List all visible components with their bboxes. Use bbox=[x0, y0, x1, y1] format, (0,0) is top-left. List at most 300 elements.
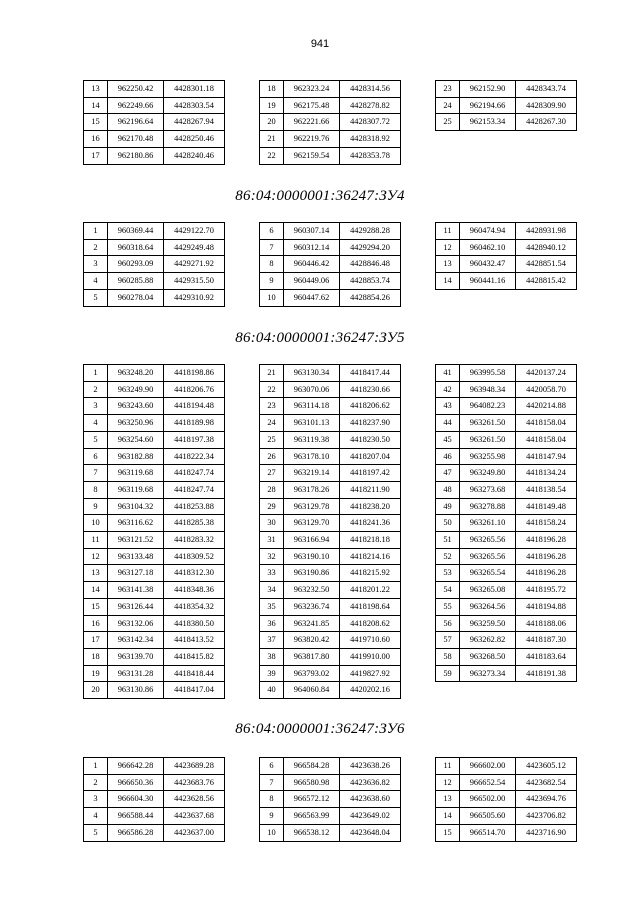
y-coordinate-cell: 4428940.12 bbox=[516, 239, 577, 256]
x-coordinate-cell: 963142.34 bbox=[108, 632, 164, 649]
point-number-cell: 22 bbox=[260, 381, 284, 398]
x-coordinate-cell: 963255.98 bbox=[460, 448, 516, 465]
point-number-cell: 13 bbox=[84, 81, 108, 98]
y-coordinate-cell: 4418253.88 bbox=[164, 498, 225, 515]
point-number-cell: 9 bbox=[260, 273, 284, 290]
table-row bbox=[260, 81, 401, 98]
y-coordinate-cell: 4418188.06 bbox=[516, 615, 577, 632]
y-coordinate-cell: 4418348.36 bbox=[164, 582, 225, 599]
table-row bbox=[260, 147, 401, 164]
y-coordinate-cell: 4419710.60 bbox=[340, 632, 401, 649]
point-number-cell: 6 bbox=[260, 223, 284, 240]
x-coordinate-cell: 966502.00 bbox=[460, 791, 516, 808]
y-coordinate-cell: 4428854.26 bbox=[340, 289, 401, 306]
table-row bbox=[260, 532, 401, 549]
point-number-cell: 5 bbox=[84, 431, 108, 448]
x-coordinate-cell: 962170.48 bbox=[108, 131, 164, 148]
x-coordinate-cell: 963261.50 bbox=[460, 415, 516, 432]
point-number-cell: 7 bbox=[84, 465, 108, 482]
y-coordinate-cell: 4418194.48 bbox=[164, 398, 225, 415]
coordinate-table bbox=[259, 222, 401, 307]
point-number-cell: 31 bbox=[260, 532, 284, 549]
y-coordinate-cell: 4418158.04 bbox=[516, 415, 577, 432]
x-coordinate-cell: 966505.60 bbox=[460, 808, 516, 825]
x-coordinate-cell: 962196.64 bbox=[108, 114, 164, 131]
x-coordinate-cell: 963264.56 bbox=[460, 598, 516, 615]
point-number-cell: 16 bbox=[84, 131, 108, 148]
y-coordinate-cell: 4428301.18 bbox=[164, 81, 225, 98]
table-row bbox=[84, 415, 225, 432]
x-coordinate-cell: 963190.10 bbox=[284, 548, 340, 565]
point-number-cell: 2 bbox=[84, 381, 108, 398]
point-number-cell: 40 bbox=[260, 682, 284, 699]
point-number-cell: 49 bbox=[436, 498, 460, 515]
x-coordinate-cell: 960441.16 bbox=[460, 273, 516, 290]
point-number-cell: 20 bbox=[260, 114, 284, 131]
x-coordinate-cell: 960432.47 bbox=[460, 256, 516, 273]
x-coordinate-cell: 963141.38 bbox=[108, 582, 164, 599]
table-row bbox=[260, 465, 401, 482]
point-number-cell: 45 bbox=[436, 431, 460, 448]
point-number-cell: 3 bbox=[84, 256, 108, 273]
point-number-cell: 5 bbox=[84, 824, 108, 841]
point-number-cell: 17 bbox=[84, 147, 108, 164]
point-number-cell: 9 bbox=[260, 808, 284, 825]
table-row bbox=[84, 791, 225, 808]
table-row bbox=[436, 431, 577, 448]
point-number-cell: 59 bbox=[436, 665, 460, 682]
point-number-cell: 38 bbox=[260, 648, 284, 665]
table-row bbox=[84, 582, 225, 599]
section-title: 86:04:0000001:36247:ЗУ5 bbox=[235, 330, 405, 346]
y-coordinate-cell: 4418194.88 bbox=[516, 598, 577, 615]
point-number-cell: 23 bbox=[436, 81, 460, 98]
point-number-cell: 9 bbox=[84, 498, 108, 515]
y-coordinate-cell: 4418238.20 bbox=[340, 498, 401, 515]
point-number-cell: 3 bbox=[84, 398, 108, 415]
table-row bbox=[436, 415, 577, 432]
x-coordinate-cell: 962159.54 bbox=[284, 147, 340, 164]
table-row bbox=[84, 824, 225, 841]
y-coordinate-cell: 4418147.94 bbox=[516, 448, 577, 465]
x-coordinate-cell: 963232.50 bbox=[284, 582, 340, 599]
table-row bbox=[84, 289, 225, 306]
point-number-cell: 46 bbox=[436, 448, 460, 465]
y-coordinate-cell: 4418206.62 bbox=[340, 398, 401, 415]
y-coordinate-cell: 4418285.38 bbox=[164, 515, 225, 532]
table-row bbox=[260, 415, 401, 432]
x-coordinate-cell: 962194.66 bbox=[460, 97, 516, 114]
y-coordinate-cell: 4428303.54 bbox=[164, 97, 225, 114]
point-number-cell: 43 bbox=[436, 398, 460, 415]
y-coordinate-cell: 4429122.70 bbox=[164, 223, 225, 240]
point-number-cell: 13 bbox=[436, 256, 460, 273]
y-coordinate-cell: 4418207.04 bbox=[340, 448, 401, 465]
x-coordinate-cell: 962153.34 bbox=[460, 114, 516, 131]
point-number-cell: 57 bbox=[436, 632, 460, 649]
y-coordinate-cell: 4418196.28 bbox=[516, 548, 577, 565]
y-coordinate-cell: 4418230.50 bbox=[340, 431, 401, 448]
x-coordinate-cell: 960278.04 bbox=[108, 289, 164, 306]
x-coordinate-cell: 964082.23 bbox=[460, 398, 516, 415]
point-number-cell: 18 bbox=[84, 648, 108, 665]
x-coordinate-cell: 963166.94 bbox=[284, 532, 340, 549]
x-coordinate-cell: 963248.20 bbox=[108, 365, 164, 382]
y-coordinate-cell: 4418134.24 bbox=[516, 465, 577, 482]
y-coordinate-cell: 4429249.48 bbox=[164, 239, 225, 256]
y-coordinate-cell: 4428309.90 bbox=[516, 97, 577, 114]
point-number-cell: 6 bbox=[260, 758, 284, 775]
y-coordinate-cell: 4418309.52 bbox=[164, 548, 225, 565]
y-coordinate-cell: 4418196.28 bbox=[516, 565, 577, 582]
x-coordinate-cell: 963131.28 bbox=[108, 665, 164, 682]
coordinate-table bbox=[435, 757, 577, 842]
y-coordinate-cell: 4420214.88 bbox=[516, 398, 577, 415]
y-coordinate-cell: 4418187.30 bbox=[516, 632, 577, 649]
table-row bbox=[84, 114, 225, 131]
y-coordinate-cell: 4428314.56 bbox=[340, 81, 401, 98]
table-row bbox=[436, 548, 577, 565]
point-number-cell: 44 bbox=[436, 415, 460, 432]
y-coordinate-cell: 4418354.32 bbox=[164, 598, 225, 615]
x-coordinate-cell: 963130.34 bbox=[284, 365, 340, 382]
x-coordinate-cell: 963250.96 bbox=[108, 415, 164, 432]
table-row bbox=[260, 289, 401, 306]
x-coordinate-cell: 960446.42 bbox=[284, 256, 340, 273]
coordinate-table bbox=[435, 222, 577, 290]
x-coordinate-cell: 963268.50 bbox=[460, 648, 516, 665]
x-coordinate-cell: 963129.78 bbox=[284, 498, 340, 515]
table-row bbox=[436, 465, 577, 482]
y-coordinate-cell: 4428240.46 bbox=[164, 147, 225, 164]
x-coordinate-cell: 963817.80 bbox=[284, 648, 340, 665]
x-coordinate-cell: 963130.86 bbox=[108, 682, 164, 699]
x-coordinate-cell: 963243.60 bbox=[108, 398, 164, 415]
table-row bbox=[84, 682, 225, 699]
point-number-cell: 13 bbox=[84, 565, 108, 582]
x-coordinate-cell: 963129.70 bbox=[284, 515, 340, 532]
table-row bbox=[436, 481, 577, 498]
y-coordinate-cell: 4428815.42 bbox=[516, 273, 577, 290]
y-coordinate-cell: 4418211.90 bbox=[340, 481, 401, 498]
y-coordinate-cell: 4418241.36 bbox=[340, 515, 401, 532]
table-row bbox=[84, 365, 225, 382]
y-coordinate-cell: 4418208.62 bbox=[340, 615, 401, 632]
x-coordinate-cell: 963820.42 bbox=[284, 632, 340, 649]
y-coordinate-cell: 4428931.98 bbox=[516, 223, 577, 240]
x-coordinate-cell: 960447.62 bbox=[284, 289, 340, 306]
coordinate-table bbox=[435, 364, 577, 682]
point-number-cell: 10 bbox=[260, 824, 284, 841]
table-row bbox=[84, 131, 225, 148]
table-row bbox=[84, 758, 225, 775]
y-coordinate-cell: 4423683.76 bbox=[164, 774, 225, 791]
y-coordinate-cell: 4419827.92 bbox=[340, 665, 401, 682]
point-number-cell: 14 bbox=[436, 808, 460, 825]
point-number-cell: 21 bbox=[260, 131, 284, 148]
table-row bbox=[436, 615, 577, 632]
point-number-cell: 11 bbox=[436, 223, 460, 240]
x-coordinate-cell: 962219.76 bbox=[284, 131, 340, 148]
point-number-cell: 48 bbox=[436, 481, 460, 498]
x-coordinate-cell: 966586.28 bbox=[108, 824, 164, 841]
x-coordinate-cell: 966602.00 bbox=[460, 758, 516, 775]
point-number-cell: 8 bbox=[260, 791, 284, 808]
y-coordinate-cell: 4418312.30 bbox=[164, 565, 225, 582]
y-coordinate-cell: 4429315.50 bbox=[164, 273, 225, 290]
x-coordinate-cell: 960293.09 bbox=[108, 256, 164, 273]
table-row bbox=[436, 273, 577, 290]
x-coordinate-cell: 962175.48 bbox=[284, 97, 340, 114]
table-row bbox=[260, 498, 401, 515]
y-coordinate-cell: 4418222.34 bbox=[164, 448, 225, 465]
point-number-cell: 32 bbox=[260, 548, 284, 565]
x-coordinate-cell: 963265.56 bbox=[460, 532, 516, 549]
y-coordinate-cell: 4428307.72 bbox=[340, 114, 401, 131]
coordinate-table bbox=[83, 80, 225, 165]
point-number-cell: 50 bbox=[436, 515, 460, 532]
x-coordinate-cell: 966604.30 bbox=[108, 791, 164, 808]
point-number-cell: 6 bbox=[84, 448, 108, 465]
x-coordinate-cell: 960474.94 bbox=[460, 223, 516, 240]
table-row bbox=[260, 481, 401, 498]
y-coordinate-cell: 4423637.68 bbox=[164, 808, 225, 825]
point-number-cell: 16 bbox=[84, 615, 108, 632]
point-number-cell: 29 bbox=[260, 498, 284, 515]
table-row bbox=[84, 648, 225, 665]
table-row bbox=[260, 114, 401, 131]
table-row bbox=[436, 532, 577, 549]
y-coordinate-cell: 4423638.26 bbox=[340, 758, 401, 775]
table-row bbox=[436, 256, 577, 273]
x-coordinate-cell: 963133.48 bbox=[108, 548, 164, 565]
x-coordinate-cell: 963273.34 bbox=[460, 665, 516, 682]
table-row bbox=[260, 632, 401, 649]
x-coordinate-cell: 962249.66 bbox=[108, 97, 164, 114]
point-number-cell: 7 bbox=[260, 239, 284, 256]
point-number-cell: 3 bbox=[84, 791, 108, 808]
y-coordinate-cell: 4418206.76 bbox=[164, 381, 225, 398]
y-coordinate-cell: 4423716.90 bbox=[516, 824, 577, 841]
table-row bbox=[436, 223, 577, 240]
coordinate-table bbox=[83, 364, 225, 699]
point-number-cell: 30 bbox=[260, 515, 284, 532]
point-number-cell: 4 bbox=[84, 808, 108, 825]
x-coordinate-cell: 962323.24 bbox=[284, 81, 340, 98]
point-number-cell: 5 bbox=[84, 289, 108, 306]
y-coordinate-cell: 4423636.82 bbox=[340, 774, 401, 791]
table-row bbox=[436, 758, 577, 775]
point-number-cell: 26 bbox=[260, 448, 284, 465]
x-coordinate-cell: 963119.68 bbox=[108, 465, 164, 482]
x-coordinate-cell: 963139.70 bbox=[108, 648, 164, 665]
table-row bbox=[84, 223, 225, 240]
y-coordinate-cell: 4418413.52 bbox=[164, 632, 225, 649]
table-row bbox=[84, 774, 225, 791]
x-coordinate-cell: 963121.52 bbox=[108, 532, 164, 549]
section-title: 86:04:0000001:36247:ЗУ6 bbox=[235, 721, 405, 737]
x-coordinate-cell: 963178.10 bbox=[284, 448, 340, 465]
table-row bbox=[436, 114, 577, 131]
y-coordinate-cell: 4423682.54 bbox=[516, 774, 577, 791]
x-coordinate-cell: 963265.56 bbox=[460, 548, 516, 565]
point-number-cell: 19 bbox=[84, 665, 108, 682]
point-number-cell: 4 bbox=[84, 415, 108, 432]
table-row bbox=[260, 97, 401, 114]
table-row bbox=[436, 648, 577, 665]
point-number-cell: 2 bbox=[84, 239, 108, 256]
x-coordinate-cell: 963261.10 bbox=[460, 515, 516, 532]
y-coordinate-cell: 4423649.02 bbox=[340, 808, 401, 825]
point-number-cell: 34 bbox=[260, 582, 284, 599]
x-coordinate-cell: 966652.54 bbox=[460, 774, 516, 791]
point-number-cell: 15 bbox=[84, 114, 108, 131]
point-number-cell: 1 bbox=[84, 365, 108, 382]
table-row bbox=[260, 239, 401, 256]
x-coordinate-cell: 963793.02 bbox=[284, 665, 340, 682]
point-number-cell: 55 bbox=[436, 598, 460, 615]
x-coordinate-cell: 963070.06 bbox=[284, 381, 340, 398]
x-coordinate-cell: 963236.74 bbox=[284, 598, 340, 615]
point-number-cell: 12 bbox=[436, 239, 460, 256]
x-coordinate-cell: 963132.06 bbox=[108, 615, 164, 632]
y-coordinate-cell: 4420202.16 bbox=[340, 682, 401, 699]
y-coordinate-cell: 4418215.92 bbox=[340, 565, 401, 582]
table-row bbox=[436, 448, 577, 465]
point-number-cell: 4 bbox=[84, 273, 108, 290]
table-row bbox=[436, 97, 577, 114]
table-row bbox=[260, 565, 401, 582]
point-number-cell: 33 bbox=[260, 565, 284, 582]
x-coordinate-cell: 963261.50 bbox=[460, 431, 516, 448]
y-coordinate-cell: 4418247.74 bbox=[164, 481, 225, 498]
table-row bbox=[260, 791, 401, 808]
y-coordinate-cell: 4428853.74 bbox=[340, 273, 401, 290]
y-coordinate-cell: 4428267.94 bbox=[164, 114, 225, 131]
y-coordinate-cell: 4429288.28 bbox=[340, 223, 401, 240]
table-row bbox=[260, 682, 401, 699]
table-row bbox=[260, 448, 401, 465]
point-number-cell: 7 bbox=[260, 774, 284, 791]
y-coordinate-cell: 4423605.12 bbox=[516, 758, 577, 775]
point-number-cell: 14 bbox=[436, 273, 460, 290]
coordinate-table bbox=[259, 757, 401, 842]
table-row bbox=[436, 791, 577, 808]
y-coordinate-cell: 4423689.28 bbox=[164, 758, 225, 775]
y-coordinate-cell: 4418183.64 bbox=[516, 648, 577, 665]
point-number-cell: 23 bbox=[260, 398, 284, 415]
table-row bbox=[260, 598, 401, 615]
y-coordinate-cell: 4418191.38 bbox=[516, 665, 577, 682]
x-coordinate-cell: 963116.62 bbox=[108, 515, 164, 532]
table-row bbox=[260, 824, 401, 841]
coordinate-table bbox=[83, 222, 225, 307]
y-coordinate-cell: 4418197.42 bbox=[340, 465, 401, 482]
y-coordinate-cell: 4418158.24 bbox=[516, 515, 577, 532]
table-row bbox=[84, 532, 225, 549]
section-title: 86:04:0000001:36247:ЗУ4 bbox=[235, 188, 405, 204]
x-coordinate-cell: 964060.84 bbox=[284, 682, 340, 699]
y-coordinate-cell: 4418196.28 bbox=[516, 532, 577, 549]
x-coordinate-cell: 962152.90 bbox=[460, 81, 516, 98]
y-coordinate-cell: 4428851.54 bbox=[516, 256, 577, 273]
y-coordinate-cell: 4418201.22 bbox=[340, 582, 401, 599]
table-row bbox=[436, 239, 577, 256]
table-row bbox=[260, 548, 401, 565]
point-number-cell: 8 bbox=[84, 481, 108, 498]
point-number-cell: 24 bbox=[260, 415, 284, 432]
x-coordinate-cell: 960369.44 bbox=[108, 223, 164, 240]
table-row bbox=[436, 81, 577, 98]
y-coordinate-cell: 4429271.92 bbox=[164, 256, 225, 273]
y-coordinate-cell: 4418138.54 bbox=[516, 481, 577, 498]
y-coordinate-cell: 4418247.74 bbox=[164, 465, 225, 482]
y-coordinate-cell: 4428250.46 bbox=[164, 131, 225, 148]
coordinate-table bbox=[259, 80, 401, 165]
y-coordinate-cell: 4423638.60 bbox=[340, 791, 401, 808]
point-number-cell: 21 bbox=[260, 365, 284, 382]
table-row bbox=[84, 81, 225, 98]
point-number-cell: 8 bbox=[260, 256, 284, 273]
table-row bbox=[84, 273, 225, 290]
point-number-cell: 11 bbox=[436, 758, 460, 775]
x-coordinate-cell: 963249.80 bbox=[460, 465, 516, 482]
x-coordinate-cell: 962180.86 bbox=[108, 147, 164, 164]
point-number-cell: 35 bbox=[260, 598, 284, 615]
x-coordinate-cell: 963190.86 bbox=[284, 565, 340, 582]
y-coordinate-cell: 4418189.98 bbox=[164, 415, 225, 432]
x-coordinate-cell: 960318.64 bbox=[108, 239, 164, 256]
point-number-cell: 1 bbox=[84, 223, 108, 240]
table-row bbox=[260, 648, 401, 665]
y-coordinate-cell: 4418198.64 bbox=[340, 598, 401, 615]
table-row bbox=[260, 774, 401, 791]
x-coordinate-cell: 966514.70 bbox=[460, 824, 516, 841]
point-number-cell: 25 bbox=[260, 431, 284, 448]
table-row bbox=[436, 381, 577, 398]
x-coordinate-cell: 966572.12 bbox=[284, 791, 340, 808]
point-number-cell: 2 bbox=[84, 774, 108, 791]
x-coordinate-cell: 960312.14 bbox=[284, 239, 340, 256]
point-number-cell: 10 bbox=[84, 515, 108, 532]
x-coordinate-cell: 963101.13 bbox=[284, 415, 340, 432]
table-row bbox=[436, 565, 577, 582]
table-row bbox=[84, 97, 225, 114]
y-coordinate-cell: 4428353.78 bbox=[340, 147, 401, 164]
y-coordinate-cell: 4423628.56 bbox=[164, 791, 225, 808]
x-coordinate-cell: 966642.28 bbox=[108, 758, 164, 775]
y-coordinate-cell: 4418230.66 bbox=[340, 381, 401, 398]
table-row bbox=[260, 808, 401, 825]
x-coordinate-cell: 963219.14 bbox=[284, 465, 340, 482]
x-coordinate-cell: 960285.88 bbox=[108, 273, 164, 290]
table-row bbox=[260, 131, 401, 148]
table-row bbox=[260, 365, 401, 382]
x-coordinate-cell: 963104.32 bbox=[108, 498, 164, 515]
point-number-cell: 54 bbox=[436, 582, 460, 599]
table-row bbox=[84, 147, 225, 164]
table-row bbox=[260, 273, 401, 290]
table-row bbox=[260, 758, 401, 775]
y-coordinate-cell: 4418198.86 bbox=[164, 365, 225, 382]
x-coordinate-cell: 963114.18 bbox=[284, 398, 340, 415]
x-coordinate-cell: 966563.99 bbox=[284, 808, 340, 825]
point-number-cell: 27 bbox=[260, 465, 284, 482]
y-coordinate-cell: 4420137.24 bbox=[516, 365, 577, 382]
y-coordinate-cell: 4418380.50 bbox=[164, 615, 225, 632]
x-coordinate-cell: 962221.66 bbox=[284, 114, 340, 131]
table-row bbox=[84, 398, 225, 415]
